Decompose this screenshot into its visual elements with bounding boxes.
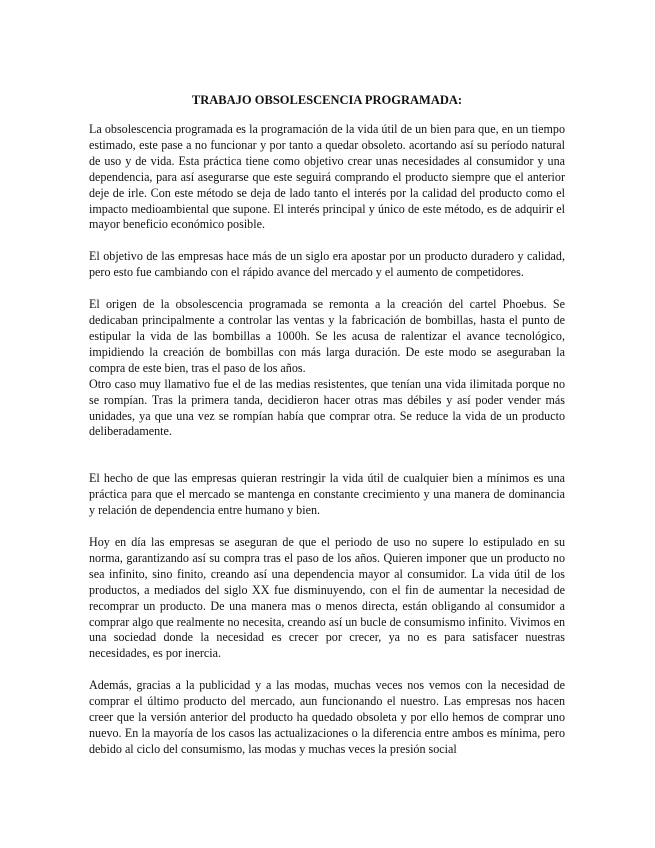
document-body (89, 92, 565, 758)
paragraph-today: Hoy en día las empresas se aseguran de que el periodo de uso no supere lo estipulado en su norma, garantizando así su compra tras el paso de los años. Quieren imponer que un producto no sea infinito, sino finito, creando así una dependencia mayor al consumidor. La vida útil de los productos, a mediados del siglo XX fue disminuyendo, con el fin de aumentar la necesidad de recomprar un producto. De una manera mas o menos directa, están obligando al consumidor a comprar algo que realmente no necesita, creando así un bucle de consumismo infinito. Vivimos en una sociedad donde la necesidad es crecer por crecer, ya no es para satisfacer nuestras necesidades, es por inercia. (89, 535, 565, 661)
document-title: TRABAJO OBSOLESCENCIA PROGRAMADA: (191, 93, 463, 107)
paragraph-objective: El objetivo de las empresas hace más de un siglo era apostar por un producto duradero y calidad, pero esto fue cambiando con el rápido avance del mercado y el aumento de competidores. (89, 249, 565, 280)
paragraph-stockings: Otro caso muy llamativo fue el de las medias resistentes, que tenían una vida ilimitada porque no se rompían. Tras la primera tanda, decidieron hacer otras mas débiles y así poder vender más unidades, ya que una vez se rompían había que comprar otra. Se reduce la vida de un producto deliberadamente. (89, 376, 565, 439)
paragraph-origin: El origen de la obsolescencia programada se remonta a la creación del cartel Phoebus. Se dedicaban principalmente a controlar las ventas y la fabricación de bombillas, hasta el punto de estipular la vida de las bombillas a 1000h. Se les acusa de ralentizar el avance tecnológico, impidiendo la creación de bombillas con más larga duración. De este modo se aseguraban la compra de este bien, tras el paso de los años. (89, 297, 565, 375)
paragraph-definition: La obsolescencia programada es la programación de la vida útil de un bien para que, en un tiempo estimado, este pase a no funcionar y por tanto a quedar obsoleto. acortando así su período natural de uso y de vida. Esta práctica tiene como objetivo crear unas necesidades al consumidor y una dependencia, para así asegurarse que este seguirá comprando el producto siempre que el anterior deje de irle. Con este método se deja de lado tanto el interés por la calidad del producto como el impacto medioambiental que supone. El interés principal y único de este método, es de adquirir el mayor beneficio económico posible. (89, 122, 565, 232)
paragraph-advertising: Además, gracias a la publicidad y a las modas, muchas veces nos vemos con la necesidad de comprar el último producto del mercado, aun funcionando el nuestro. Las empresas nos hacen creer que la versión anterior del producto ha quedado obsoleta y por ello hemos de comprar uno nuevo. En la mayoría de los casos las actualizaciones o la diferencia entre ambos es mínima, pero debido al ciclo del consumismo, las modas y muchas veces la presión social (89, 678, 565, 756)
paragraph-restriction: El hecho de que las empresas quieran restringir la vida útil de cualquier bien a mínimos es una práctica para que el mercado se mantenga en constante crecimiento y una manera de dominancia y relación de dependencia entre humano y bien. (89, 471, 565, 518)
